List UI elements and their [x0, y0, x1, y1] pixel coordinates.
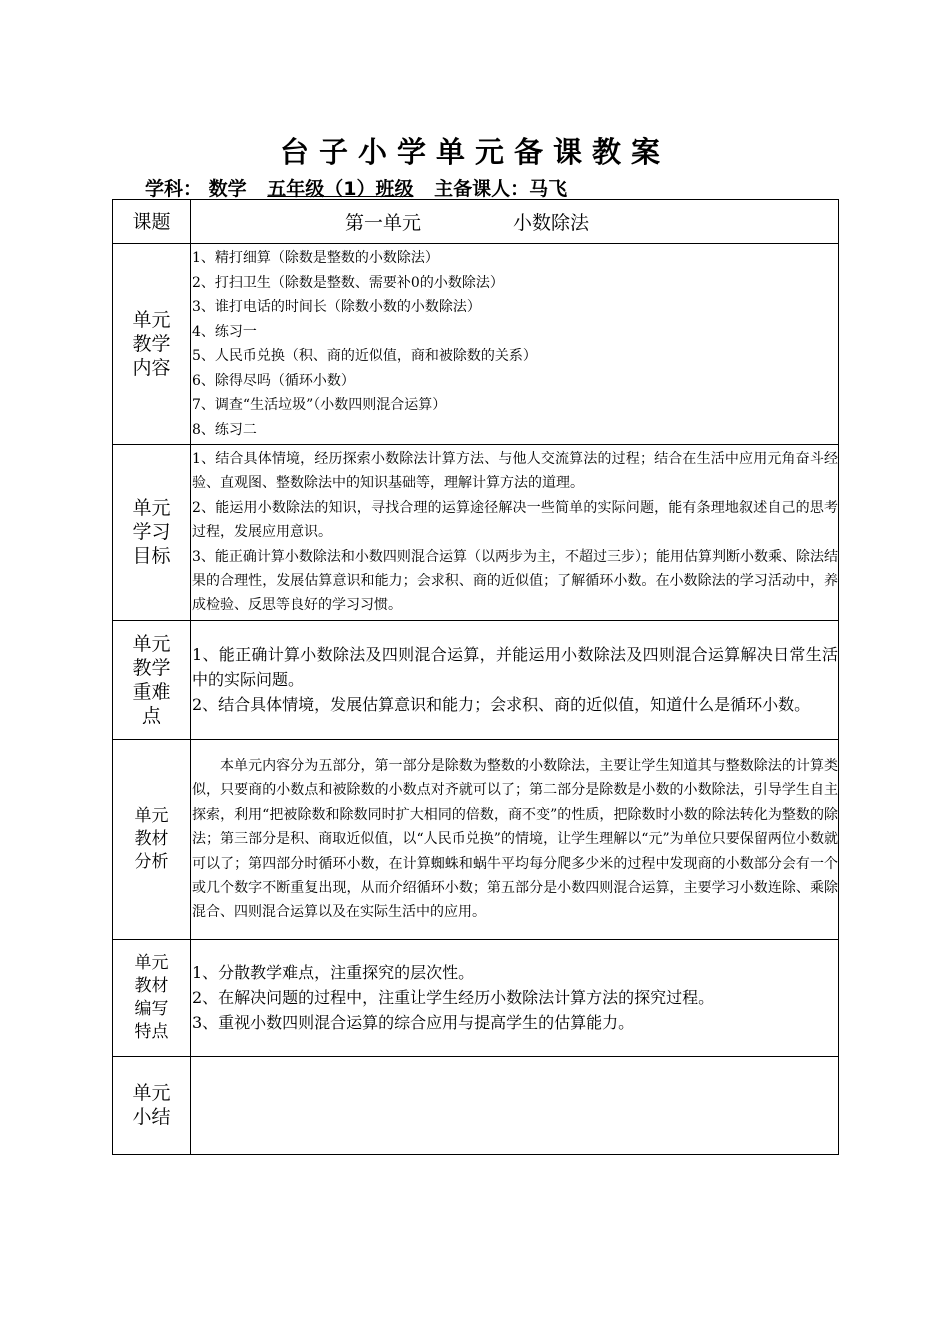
row-key-points: [113, 620, 839, 739]
list-item: 1、能正确计算小数除法及四则混合运算，并能运用小数除法及四则混合运算解决日常生活中的实际问题。: [192, 645, 838, 690]
list-item: 1、结合具体情境，经历探索小数除法计算方法、与他人交流算法的过程；结合在生活中应用元角奋斗经验、直观图、整数除法中的知识基础等，理解计算方法的道理。: [192, 451, 838, 492]
row-features: [113, 939, 839, 1056]
list-item: 2、结合具体情境，发展估算意识和能力；会求积、商的近似值，知道什么是循环小数。: [192, 695, 811, 715]
key-points-label: 单元教学重难点: [113, 620, 191, 739]
list-item: 2、打扫卫生（除数是整数、需要补0的小数除法）: [192, 274, 504, 291]
row-summary: [113, 1056, 839, 1154]
topic-cell: [191, 200, 839, 244]
topic-name: 小数除法: [513, 212, 590, 234]
goals-label: 单元学习目标: [113, 445, 191, 621]
list-item: 1、分散教学难点，注重探究的层次性。: [192, 963, 475, 983]
subject-label: 学科： 数学: [145, 178, 247, 200]
topic-label: 课题: [113, 200, 191, 244]
list-item: 3、能正确计算小数除法和小数四则混合运算（以两步为主，不超过三步）；能用估算判断小数乘、除法结果的合理性，发展估算意识和能力；会求积、商的近似值；了解循环小数。在小数除法的学习活动中，养成检验、反思等良好的学习习惯。: [192, 548, 838, 614]
list-item: 3、重视小数四则混合运算的综合应用与提高学生的估算能力。: [192, 1013, 635, 1033]
list-item: 4、练习一: [192, 323, 257, 340]
summary-label: 单元小结: [113, 1056, 191, 1154]
header-line: [145, 174, 581, 201]
key-points-list: [191, 620, 839, 739]
features-label: 单元教材编写特点: [113, 939, 191, 1056]
analysis-cell: [191, 739, 839, 939]
list-item: 8、练习二: [192, 421, 257, 438]
summary-cell: [191, 1056, 839, 1154]
list-item: 2、在解决问题的过程中，注重让学生经历小数除法计算方法的探究过程。: [192, 988, 715, 1008]
list-item: 2、能运用小数除法的知识，寻找合理的运算途径解决一些简单的实际问题，能有条理地叙述自己的思考过程，发展应用意识。: [192, 499, 838, 541]
list-item: 1、精打细算（除数是整数的小数除法）: [192, 250, 439, 266]
goals-list: [191, 445, 839, 621]
analysis-label: 单元教材分析: [113, 739, 191, 939]
preparer-label: 主备课人：马飞: [434, 178, 568, 200]
content-list: [191, 244, 839, 445]
row-goals: [113, 445, 839, 621]
analysis-text: 本单元内容分为五部分，第一部分是除数为整数的小数除法，主要让学生知道其与整数除法的计算类似，只要商的小数点和被除数的小数点对齐就可以了；第二部分是除数是小数的小数除法，引导学生自主探索，利用“把被除数和除数同时扩大相同的倍数，商不变”的性质，把除数时小数的除法转化为整数的除法；第三部分是积、商取近似值，以“人民币兑换”的情境，让学生理解以“元”为单位只要保留两位小数就可以了；第四部分时循环小数，在计算蜘蛛和蜗牛平均每分爬多少米的过程中发现商的小数部分会有一个或几个数字不断重复出现，从而介绍循环小数；第五部分是小数四则混合运算，主要学习小数连除、乘除混合、四则混合运算以及在实际生活中的应用。: [192, 757, 838, 921]
row-analysis: [113, 739, 839, 939]
list-item: 7、调查“生活垃圾”（小数四则混合运算）: [192, 397, 447, 413]
lesson-plan-table: [112, 199, 839, 1155]
row-content: [113, 244, 839, 445]
grade-label: 五年级（1）班级: [267, 178, 414, 200]
list-item: 3、谁打电话的时间长（除数小数的小数除法）: [192, 299, 481, 315]
list-item: 5、人民币兑换（积、商的近似值，商和被除数的关系）: [192, 348, 537, 364]
row-topic: [113, 200, 839, 244]
topic-unit: 第一单元: [345, 212, 422, 234]
features-list: [191, 939, 839, 1056]
content-label: 单元教学内容: [113, 244, 191, 445]
document-title: 台子小学单元备课教案: [279, 135, 670, 169]
list-item: 6、除得尽吗（循环小数）: [192, 372, 355, 389]
